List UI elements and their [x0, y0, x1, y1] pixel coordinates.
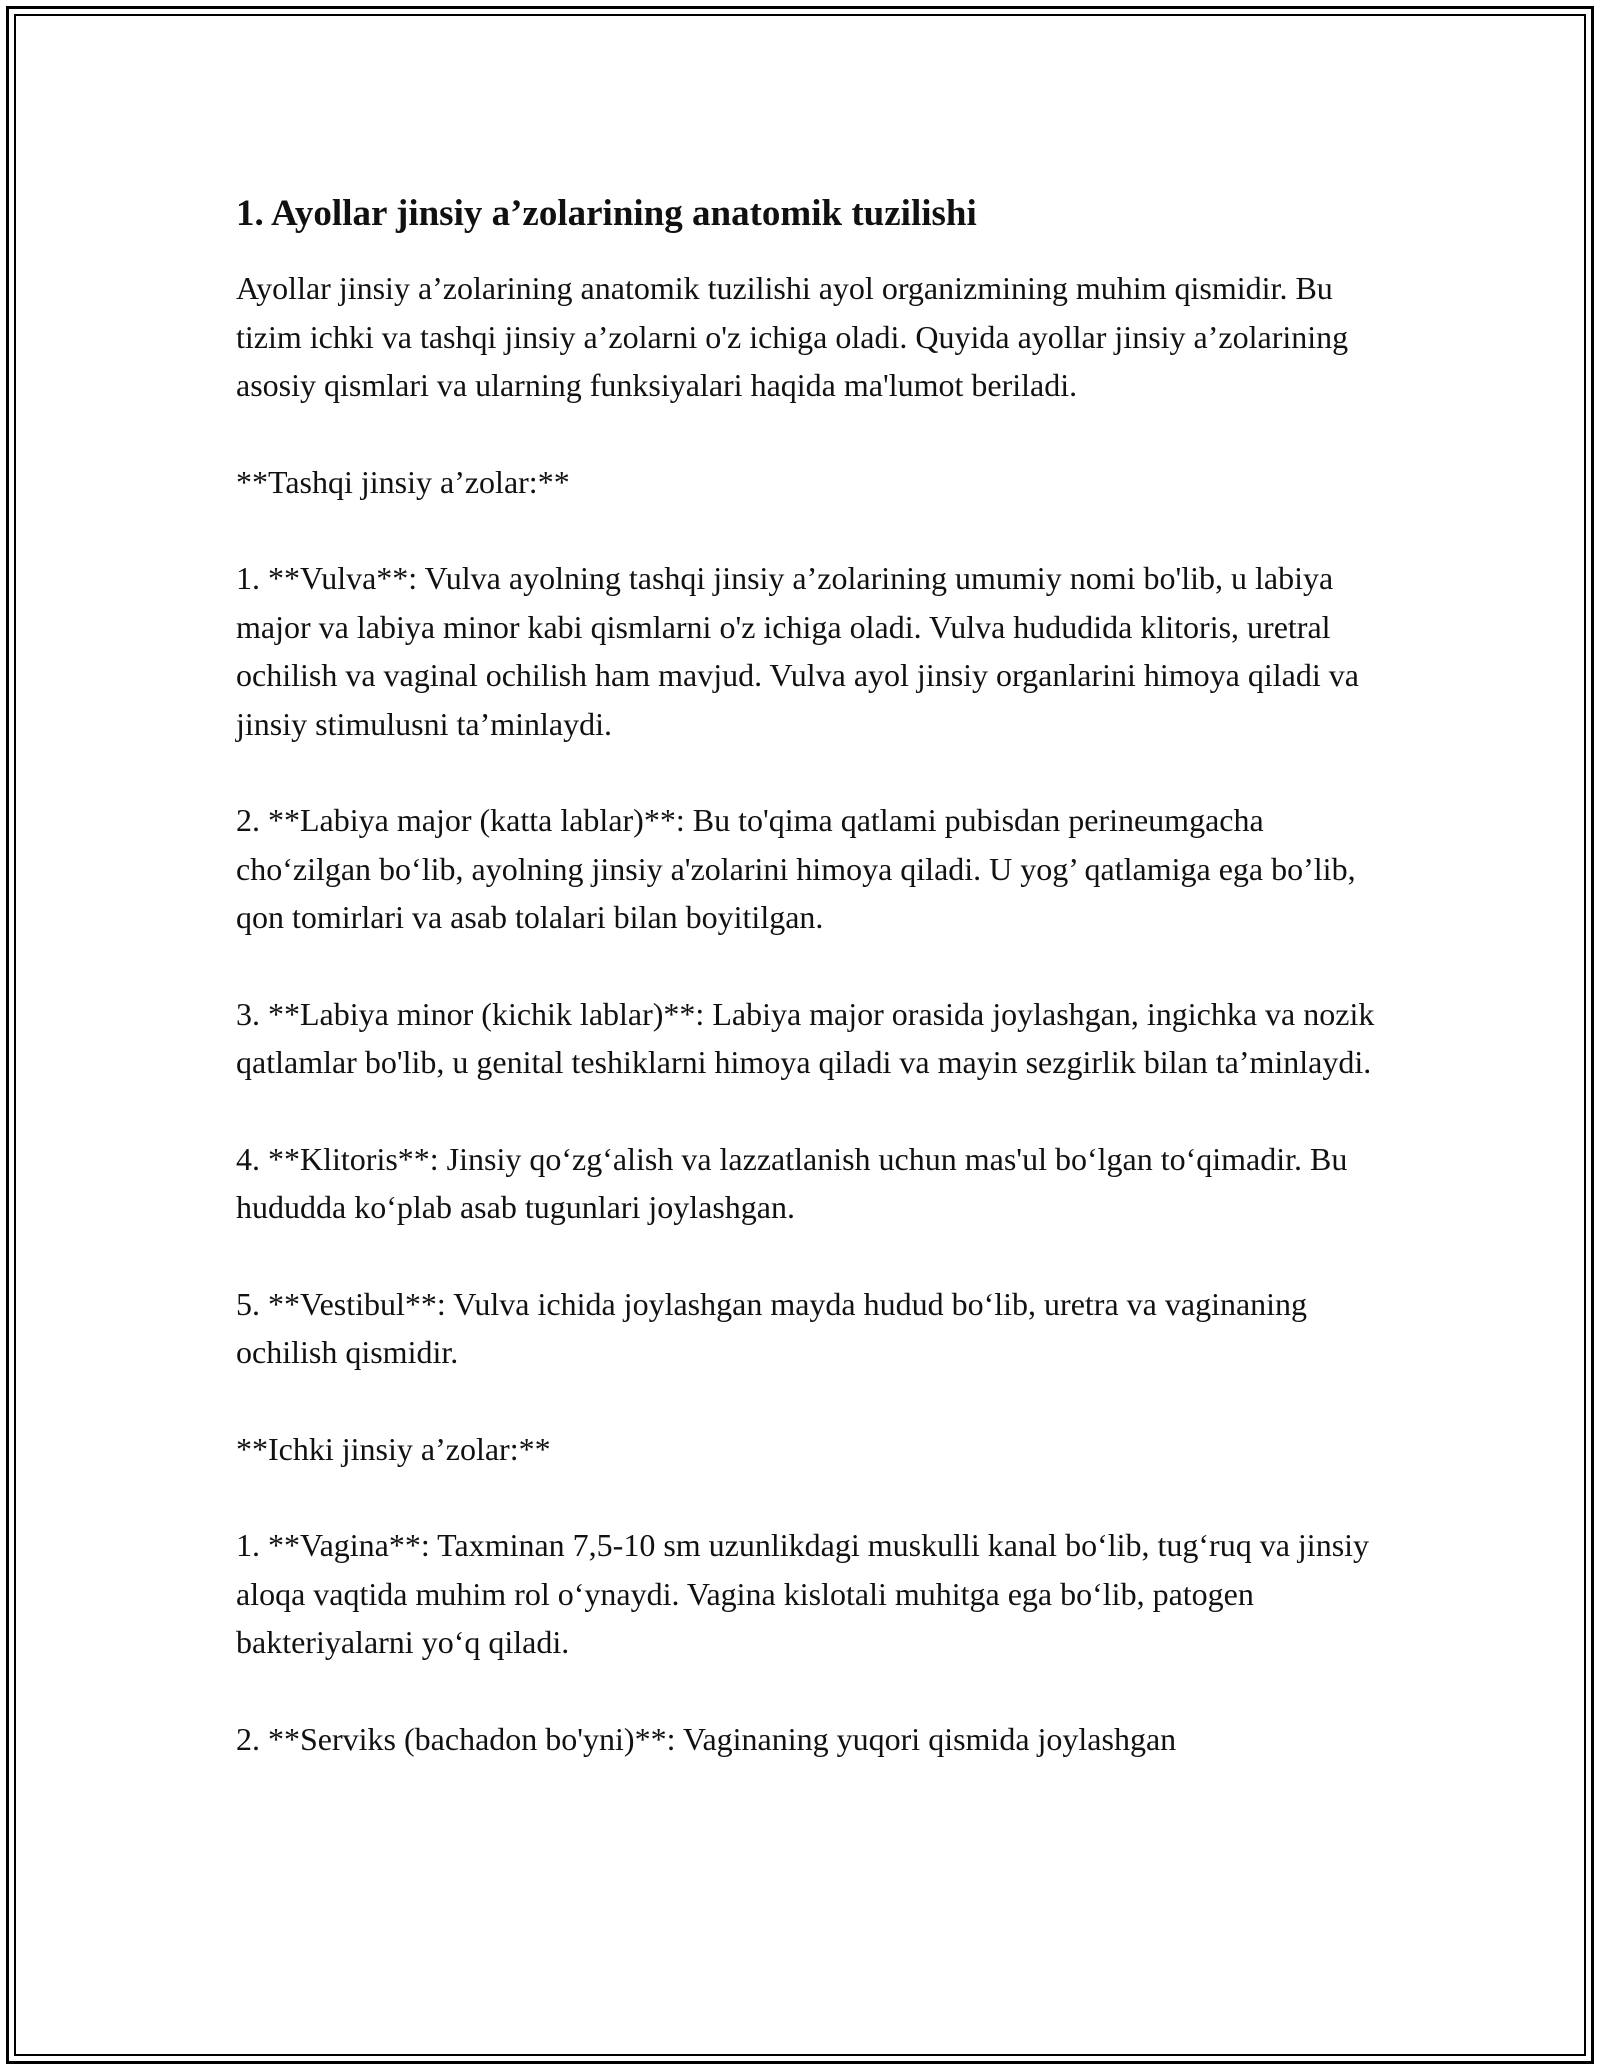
section-heading: 1. Ayollar jinsiy a’zolarining anatomik tuzilishi — [236, 193, 977, 234]
intro-paragraph: Ayollar jinsiy a’zolarining anatomik tuzilishi ayol organizmining muhim qismidir. Bu tizim ichki va tashqi jinsiy a’zolarni o'z ichiga oladi. Quyida ayollar jinsiy a’zolarining asosiy qismlari va ularning funksiyalari haqida ma'lumot beriladi. — [236, 270, 1349, 403]
list-item-klitoris: 4. **Klitoris**: Jinsiy qo‘zg‘alish va lazzatlanish uchun mas'ul bo‘lgan to‘qimadir. Bu hududda ko‘plab asab tugunlari joylashgan. — [236, 1140, 1348, 1225]
list-item-vagina: 1. **Vagina**: Taxminan 7,5-10 sm uzunlikdagi muskulli kanal bo‘lib, tug‘ruq va jinsiy aloqa vaqtida muhim rol o‘ynaydi. Vagina kislotali muhitga ega bo‘lib, patogen bakteriyalarni yo‘q qiladi. — [236, 1527, 1370, 1660]
document-body — [236, 186, 1376, 1811]
list-item-labiya-minor: 3. **Labiya minor (kichik lablar)**: Labiya major orasida joylashgan, ingichka va nozik qatlamlar bo'lib, u genital teshiklarni himoya qiladi va mayin sezgirlik bilan ta’minlaydi. — [236, 995, 1375, 1080]
list-item-vulva: 1. **Vulva**: Vulva ayolning tashqi jinsiy a’zolarining umumiy nomi bo'lib, u labiya major va labiya minor kabi qismlarni o'z ichiga oladi. Vulva hududida klitoris, uretral ochilish va vaginal ochilish ham mavjud. Vulva ayol jinsiy organlarini himoya qiladi va jinsiy stimulusni ta’minlaydi. — [236, 560, 1359, 742]
list-item-vestibul: 5. **Vestibul**: Vulva ichida joylashgan mayda hudud bo‘lib, uretra va vaginaning ochilish qismidir. — [236, 1285, 1308, 1370]
internal-organs-subheading: **Ichki jinsiy a’zolar:** — [236, 1430, 551, 1467]
list-item-labiya-major: 2. **Labiya major (katta lablar)**: Bu to'qima qatlami pubisdan perineumgacha cho‘zilgan bo‘lib, ayolning jinsiy a'zolarini himoya qiladi. U yog’ qatlamiga ega bo’lib, qon tomirlari va asab tolalari bilan boyitilgan. — [236, 802, 1356, 935]
list-item-serviks: 2. **Serviks (bachadon bo'yni)**: Vaginaning yuqori qismida joylashgan — [236, 1720, 1177, 1757]
external-organs-subheading: **Tashqi jinsiy a’zolar:** — [236, 463, 570, 500]
